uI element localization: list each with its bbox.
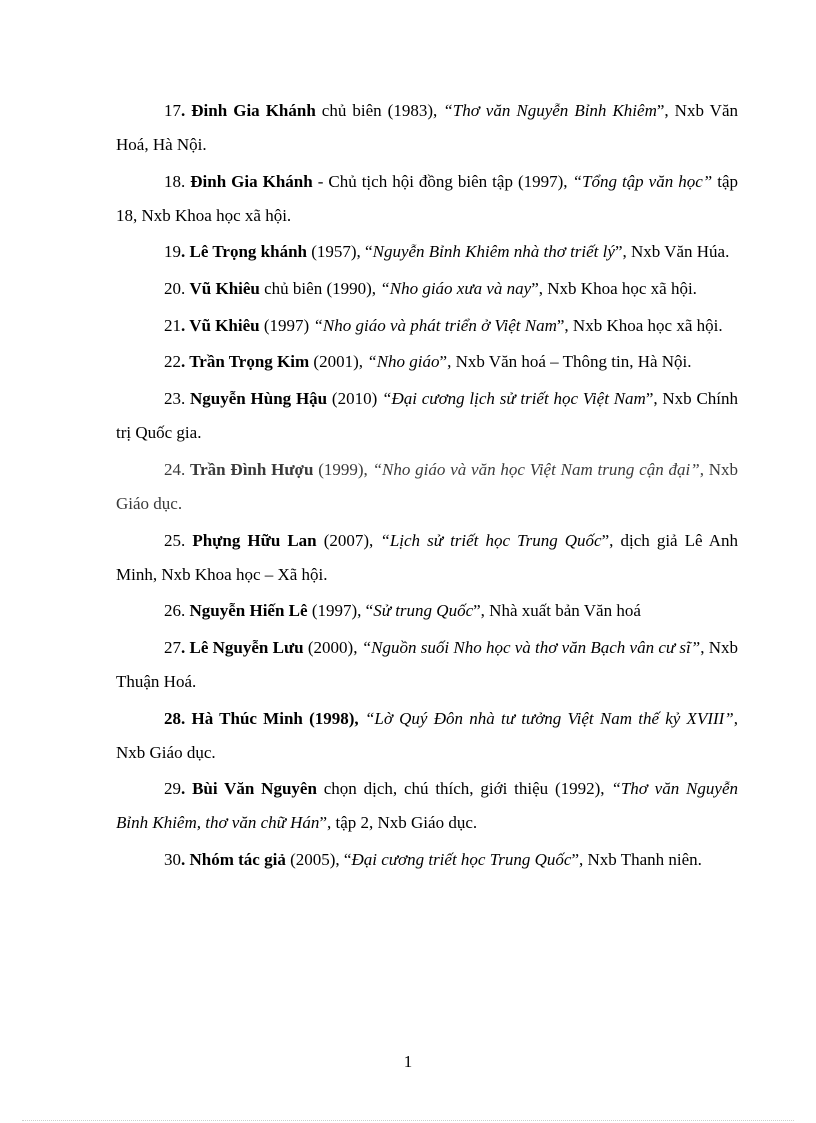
entry-separator: . (181, 352, 190, 372)
entry-author: Hà Thúc Minh (1998), (191, 708, 359, 728)
entry-text: (1997), “ (307, 601, 374, 621)
reference-entry-23 (116, 382, 738, 450)
entry-publisher: ”, dịch giả Lê Anh Minh, Nxb Khoa học – Xã hội. (116, 530, 738, 584)
entry-separator: . (181, 530, 193, 550)
reference-entry-28 (116, 702, 738, 770)
reference-entry-26 (116, 594, 738, 628)
entry-author: Nhóm tác giả (189, 849, 286, 869)
entry-text: (1957), “ (306, 242, 373, 262)
entry-number: 26 (164, 601, 181, 621)
entry-publisher: , Nxb Thuận Hoá. (116, 637, 738, 691)
entry-separator: . (181, 242, 190, 262)
entry-separator: . (181, 171, 191, 191)
entry-separator: . (181, 279, 190, 299)
entry-text: (2001), (309, 352, 368, 372)
entry-author: Nguyễn Hiến Lê (189, 601, 308, 621)
page-edge-divider (22, 1120, 794, 1121)
reference-entry-29 (116, 772, 738, 840)
entry-author: Vũ Khiêu (189, 315, 260, 335)
entry-title: “Đại cương lịch sử triết học Việt Nam (382, 389, 646, 409)
entry-author: Bùi Văn Nguyên (192, 779, 317, 799)
entry-title: “Nho giáo và phát triển ở Việt Nam (313, 315, 557, 335)
entry-title: “Thơ văn Nguyễn Bỉnh Khiêm, thơ văn chữ Hán (116, 779, 738, 833)
entry-title: “Nguồn suối Nho học và thơ văn Bạch vân cư sĩ” (361, 637, 701, 657)
entry-number: 28 (164, 708, 181, 728)
entry-number: 18 (164, 171, 181, 191)
reference-list (116, 94, 738, 880)
reference-entry-17 (116, 94, 738, 162)
entry-title: Sử trung Quốc (373, 601, 474, 621)
entry-text: (2007), (316, 530, 381, 550)
entry-text: (2000), (303, 637, 362, 657)
reference-entry-20 (116, 272, 738, 306)
entry-separator: . (181, 708, 192, 728)
entry-title: “Nho giáo xưa và nay (380, 279, 532, 299)
entry-publisher: ”, Nxb Văn hoá – Thông tin, Hà Nội. (439, 352, 692, 372)
entry-number: 17 (164, 101, 181, 120)
reference-entry-21 (116, 309, 738, 343)
entry-number: 29 (164, 779, 181, 799)
entry-text: (2005), “ (285, 849, 352, 869)
entry-author: Lê Nguyễn Lưu (189, 637, 304, 657)
entry-publisher: ”, tập 2, Nxb Giáo dục. (319, 813, 478, 833)
entry-separator: . (181, 315, 190, 335)
page-number: 1 (403, 1052, 413, 1071)
entry-separator: . (181, 459, 191, 479)
entry-number: 19 (164, 242, 181, 262)
entry-author: Nguyễn Hùng Hậu (190, 389, 328, 409)
entry-number: 20 (164, 279, 181, 299)
entry-author: Đinh Gia Khánh (191, 101, 316, 120)
entry-title: “Lờ Quý Đôn nhà tư tưởng Việt Nam thế kỷ XVIII” (364, 708, 734, 728)
entry-publisher: ”, Nxb Khoa học xã hội. (556, 315, 723, 335)
entry-title: “Lịch sử triết học Trung Quốc (380, 530, 602, 550)
entry-author: Phựng Hữu Lan (192, 530, 317, 550)
entry-text: (2010) (327, 389, 383, 409)
entry-number: 24 (164, 459, 181, 479)
entry-separator: . (181, 779, 193, 799)
entry-publisher: ”, Nxb Văn Húa. (614, 242, 730, 262)
reference-entry-22 (116, 345, 738, 379)
entry-author: Lê Trọng khánh (189, 242, 307, 262)
entry-author: Vũ Khiêu (189, 279, 260, 299)
entry-title: “Thơ văn Nguyễn Bỉnh Khiêm (443, 101, 657, 120)
entry-publisher: ”, Nxb Khoa học xã hội. (531, 279, 697, 299)
entry-publisher: ”, Nxb Chính trị Quốc gia. (116, 389, 739, 443)
entry-text: (1997) (259, 315, 314, 335)
entry-separator: . (181, 601, 190, 621)
entry-publisher: ”, Nxb Thanh niên. (571, 849, 702, 869)
entry-text: (1999), (313, 459, 373, 479)
entry-author: Trần Trọng Kim (189, 352, 310, 372)
entry-author: Trần Đình Hượu (190, 459, 314, 479)
entry-number: 22 (164, 352, 181, 372)
reference-entry-18 (116, 165, 738, 233)
reference-entry-27 (116, 631, 738, 699)
entry-author: Đinh Gia Khánh (190, 171, 313, 191)
reference-entry-30 (116, 843, 738, 877)
entry-text: chọn dịch, chú thích, giới thiệu (1992), (316, 779, 612, 799)
reference-entry-25 (116, 524, 738, 592)
entry-publisher: ”, Nhà xuất bản Văn hoá (473, 601, 641, 621)
entry-publisher: , Nxb Giáo dục. (116, 708, 739, 762)
reference-entry-19 (116, 235, 738, 269)
entry-number: 23 (164, 389, 181, 409)
entry-separator: . (181, 101, 192, 120)
entry-text: chủ biên (1990), (259, 279, 381, 299)
entry-publisher: tập 18, Nxb Khoa học xã hội. (116, 171, 738, 225)
entry-publisher: ”, Nxb Văn Hoá, Hà Nội. (116, 101, 738, 154)
entry-separator: . (181, 389, 191, 409)
entry-title: “Nho giáo (367, 352, 440, 372)
reference-entry-24 (116, 453, 738, 521)
entry-number: 25 (164, 530, 181, 550)
entry-number: 30 (164, 849, 181, 869)
entry-title: Đại cương triết học Trung Quốc (351, 849, 572, 869)
entry-title: “Nho giáo và văn học Việt Nam trung cận đại” (372, 459, 700, 479)
entry-title: “Tổng tập văn học” (572, 171, 713, 191)
entry-number: 21 (164, 315, 181, 335)
entry-title: Nguyễn Bỉnh Khiêm nhà thơ triết lý (372, 242, 615, 262)
entry-text: - Chủ tịch hội đồng biên tập (1997), (312, 171, 573, 191)
entry-number: 27 (164, 637, 181, 657)
entry-separator: . (181, 637, 190, 657)
entry-publisher: , Nxb Giáo dục. (116, 459, 739, 513)
entry-text: chủ biên (1983), (315, 101, 444, 120)
entry-separator: . (181, 849, 190, 869)
